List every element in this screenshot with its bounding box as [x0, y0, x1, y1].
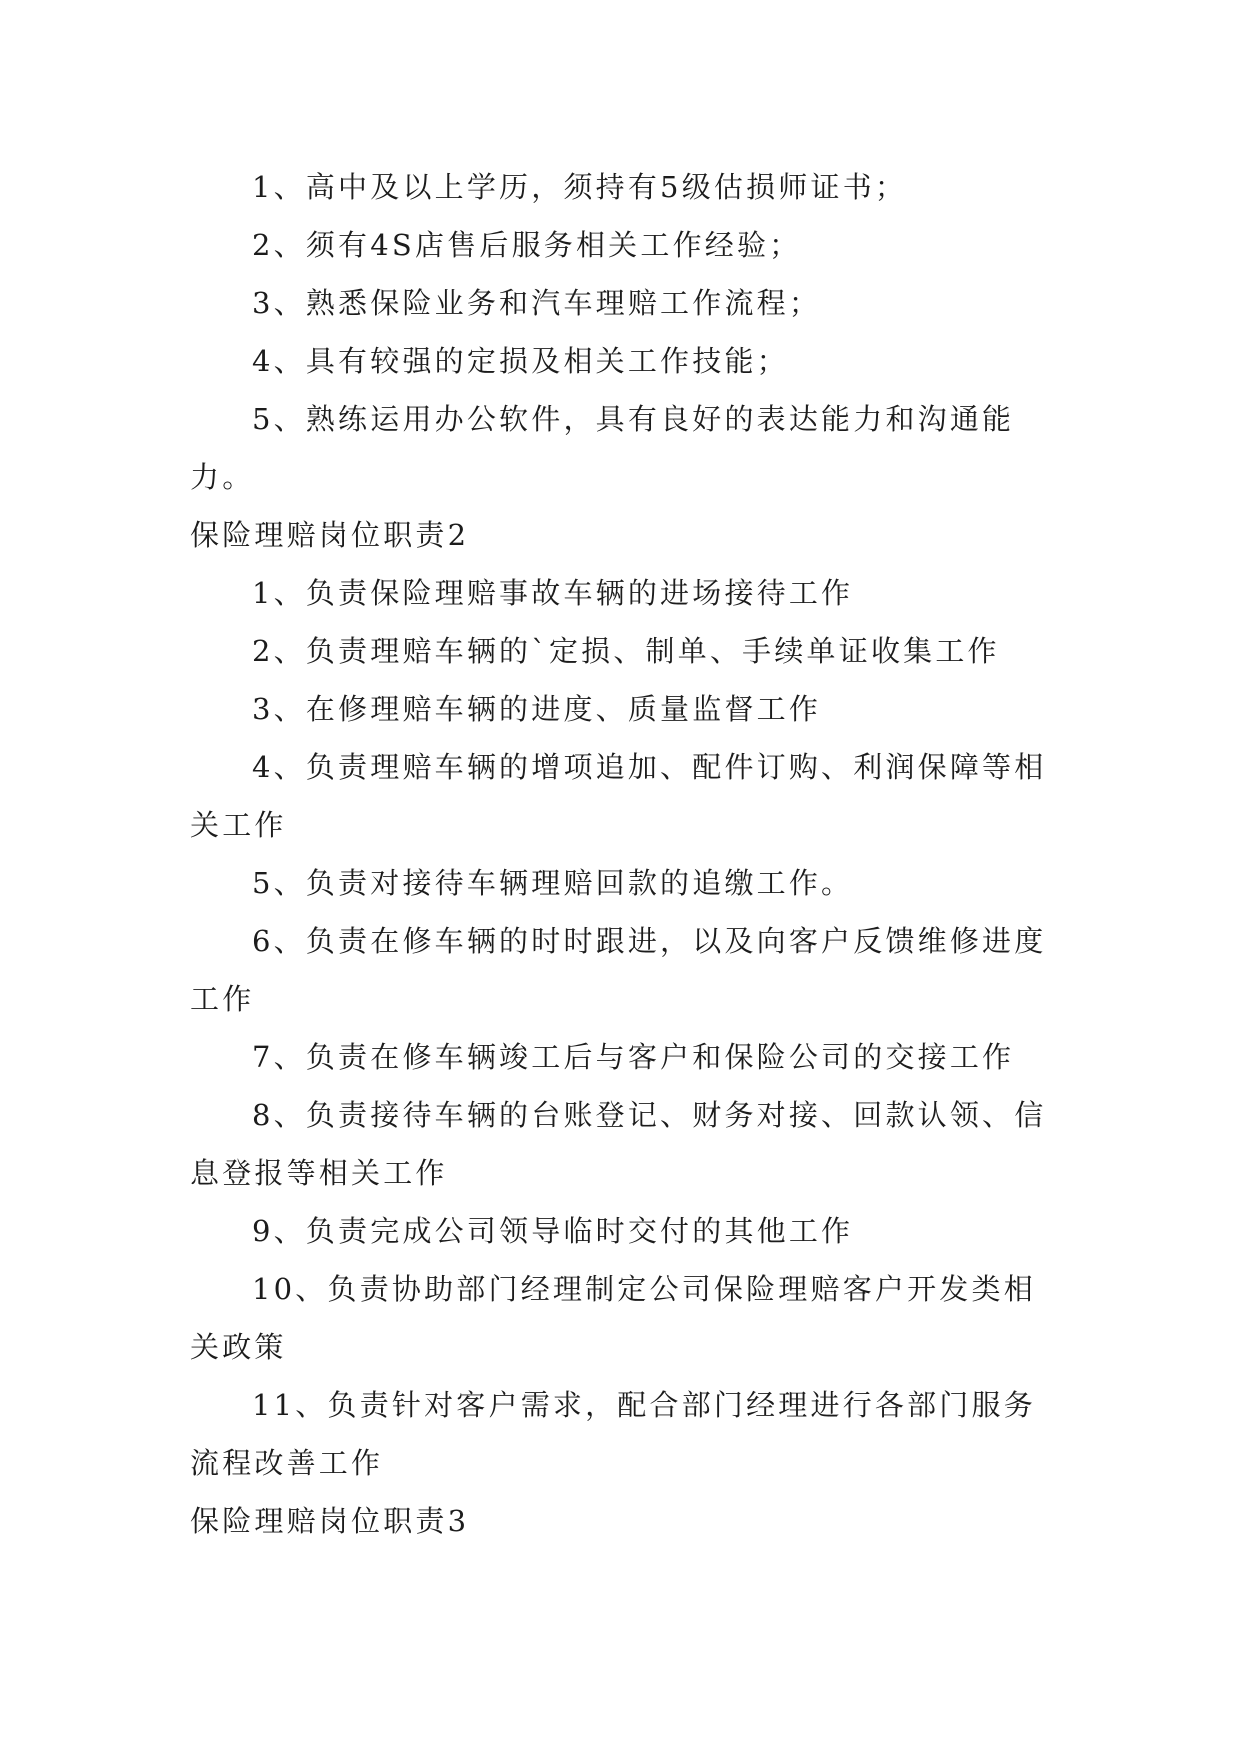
requirement-item-5: 5、熟练运用办公软件，具有良好的表达能力和沟通能力。: [190, 402, 1015, 494]
document-body: [190, 158, 1052, 1550]
requirement-item-2: 2、须有4S店售后服务相关工作经验；: [252, 228, 802, 262]
duty-item-9: 9、负责完成公司领导临时交付的其他工作: [252, 1214, 854, 1248]
duty-item-2: 2、负责理赔车辆的`定损、制单、手续单证收集工作: [252, 634, 1000, 668]
requirement-item-4: 4、具有较强的定损及相关工作技能；: [252, 344, 789, 378]
requirement-item-3: 3、熟悉保险业务和汽车理赔工作流程；: [252, 286, 822, 320]
section-heading-2: 保险理赔岗位职责2: [190, 518, 470, 552]
section-heading-3: 保险理赔岗位职责3: [190, 1504, 470, 1538]
duty-item-6: 6、负责在修车辆的时时跟进，以及向客户反馈维修进度工作: [190, 924, 1047, 1016]
duty-item-5: 5、负责对接待车辆理赔回款的追缴工作。: [252, 866, 854, 900]
duty-item-11: 11、负责针对客户需求，配合部门经理进行各部门服务流程改善工作: [190, 1388, 1036, 1480]
duty-item-10: 10、负责协助部门经理制定公司保险理赔客户开发类相关政策: [190, 1272, 1036, 1364]
requirement-item-1: 1、高中及以上学历，须持有5级估损师证书；: [252, 170, 908, 204]
duty-item-3: 3、在修理赔车辆的进度、质量监督工作: [252, 692, 822, 726]
duty-item-4: 4、负责理赔车辆的增项追加、配件订购、利润保障等相关工作: [190, 750, 1047, 842]
duty-item-1: 1、负责保险理赔事故车辆的进场接待工作: [252, 576, 854, 610]
duty-item-8: 8、负责接待车辆的台账登记、财务对接、回款认领、信息登报等相关工作: [190, 1098, 1047, 1190]
duty-item-7: 7、负责在修车辆竣工后与客户和保险公司的交接工作: [252, 1040, 1015, 1074]
